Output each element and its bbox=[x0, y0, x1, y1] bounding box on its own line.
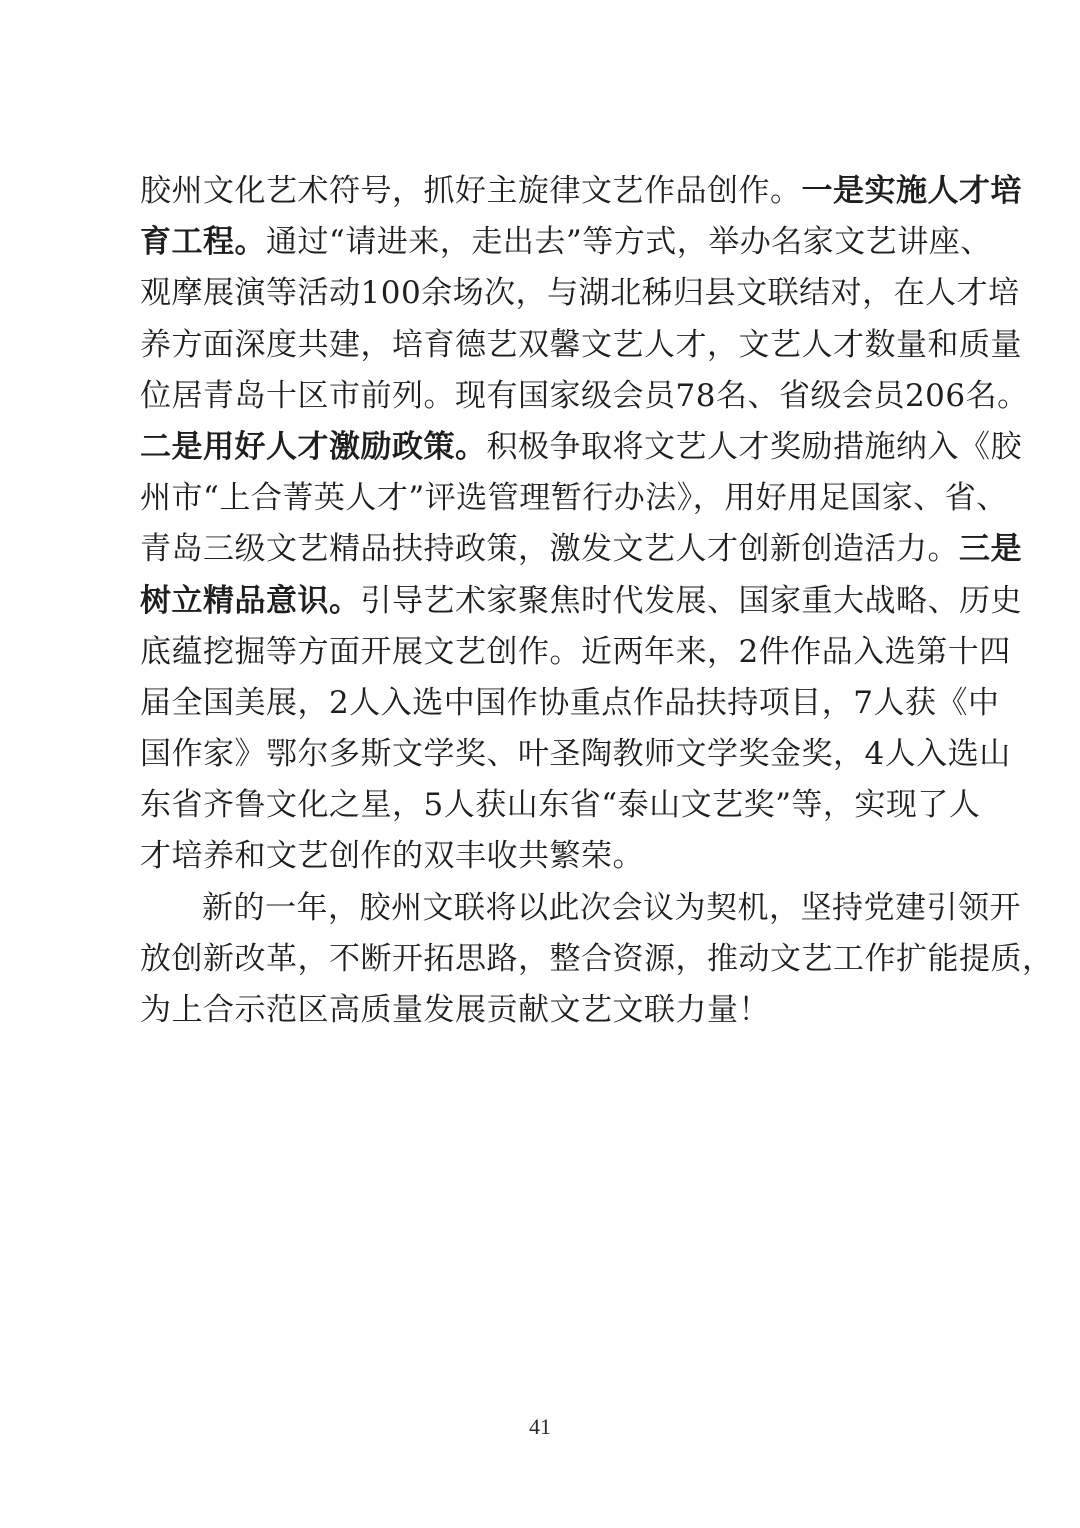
text-segment: 引导艺术家聚焦时代发展、国家重大战略、历史 bbox=[360, 582, 1022, 619]
bold-heading-1: 一是实施人才培 bbox=[801, 173, 1022, 209]
paragraph2-line-2: 放创新改革，不断开拓思路，整合资源，推动文艺工作扩能提质， bbox=[140, 940, 1054, 977]
body-text bbox=[140, 166, 1054, 1036]
text-segment: 积极争取将文艺人才奖励措施纳入《胶 bbox=[486, 428, 1022, 465]
text-line-9 bbox=[140, 576, 1022, 627]
text-segment: 青岛三级文艺精品扶持政策，激发文艺人才创新创造活力。 bbox=[140, 531, 959, 568]
text-line-4: 养方面深度共建，培育德艺双馨文艺人才，文艺人才数量和质量 bbox=[140, 326, 1022, 363]
paragraph2-line-3: 为上合示范区高质量发展贡献文艺文联力量！ bbox=[140, 992, 770, 1028]
bold-heading-1-cont: 育工程。 bbox=[140, 224, 266, 261]
text-line-13: 东省齐鲁文化之星，5人获山东省“泰山文艺奖”等，实现了人 bbox=[140, 787, 981, 824]
page-number: 41 bbox=[529, 1414, 551, 1439]
text-line-2 bbox=[140, 217, 992, 268]
text-line-5: 位居青岛十区市前列。现有国家级会员78名、省级会员206名。 bbox=[140, 377, 1029, 414]
text-line-14: 才培养和文艺创作的双丰收共繁荣。 bbox=[140, 838, 644, 875]
bold-heading-3: 三是 bbox=[959, 531, 1022, 568]
text-line-1 bbox=[140, 166, 1022, 217]
text-line-3: 观摩展演等活动100余场次，与湖北秭归县文联结对，在人才培 bbox=[140, 275, 1020, 312]
text-line-12: 国作家》鄂尔多斯文学奖、叶圣陶教师文学奖金奖，4人入选山 bbox=[140, 736, 1011, 773]
text-segment: 通过“请进来，走出去”等方式，举办名家文艺讲座、 bbox=[266, 224, 992, 261]
bold-heading-3-cont: 树立精品意识。 bbox=[140, 582, 361, 619]
text-line-6 bbox=[140, 422, 1022, 473]
text-line-8 bbox=[140, 524, 1022, 575]
bold-heading-2: 二是用好人才激励政策。 bbox=[140, 428, 487, 465]
text-line-10: 底蕴挖掘等方面开展文艺创作。近两年来，2件作品入选第十四 bbox=[140, 633, 1011, 670]
paragraph2-line-1: 新的一年，胶州文联将以此次会议为契机，坚持党建引领开 bbox=[202, 889, 1021, 926]
text-line-7: 州市“上合菁英人才”评选管理暂行办法》，用好用足国家、省、 bbox=[140, 480, 1008, 517]
text-line-11: 届全国美展，2人入选中国作协重点作品扶持项目，7人获《中 bbox=[140, 684, 1000, 721]
text-segment: 胶州文化艺术符号，抓好主旋律文艺作品创作。 bbox=[140, 173, 802, 209]
